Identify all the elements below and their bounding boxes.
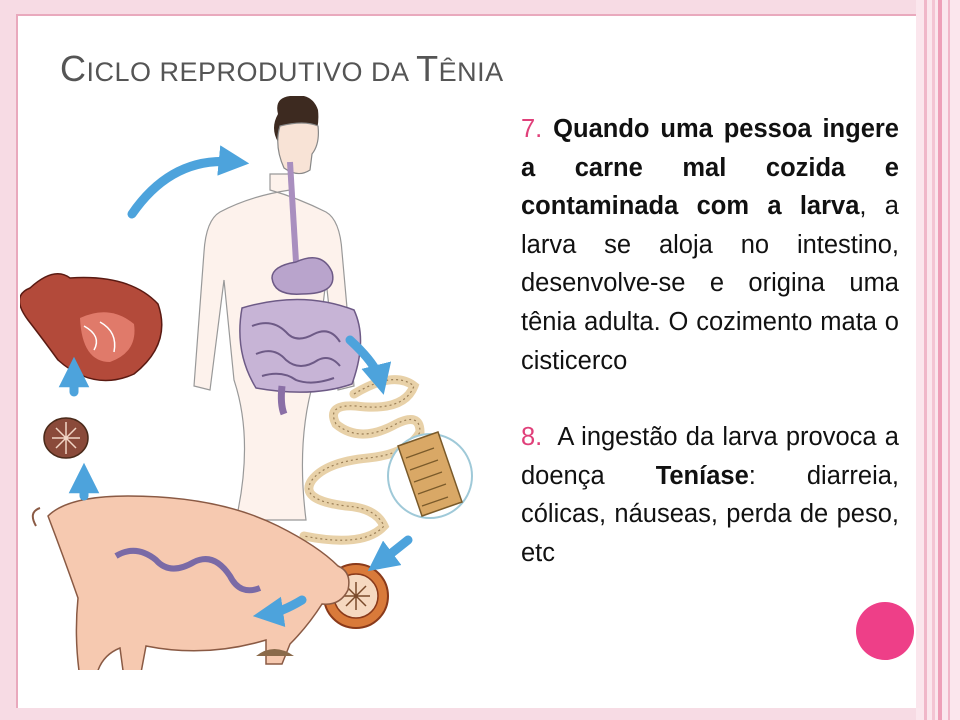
title-rest-1: ICLO REPRODUTIVO DA [86, 57, 417, 87]
pig-icon [33, 496, 349, 670]
proglottid-icon [388, 432, 472, 518]
title-initial-2: T [416, 48, 439, 89]
frame-top [0, 0, 932, 14]
frame-inner-left [16, 14, 18, 708]
frame-left [0, 0, 16, 720]
frame-bottom [0, 708, 932, 720]
step-8-paragraph [521, 418, 899, 572]
slide-title [60, 48, 504, 90]
title-initial-1: C [60, 48, 87, 89]
step-number: 7. [521, 115, 543, 143]
step-8-text-before: A ingestão da larva provoca a doença [521, 423, 899, 490]
meat-icon [20, 274, 162, 381]
step-8-emphasis: Teníase [655, 461, 749, 490]
frame-inner-top [16, 14, 932, 16]
slide-body [521, 110, 899, 573]
step-number: 8. [521, 423, 543, 452]
title-rest-2: ÊNIA [438, 57, 504, 87]
step-7-paragraph [521, 110, 899, 380]
right-stripes [916, 0, 960, 720]
decorative-pink-circle [856, 602, 914, 660]
step-8-text-after: : diarreia, cólicas, náuseas, perda de peso, etc [521, 461, 899, 567]
step-7-emphasis: Quando uma pessoa ingere a carne mal cozida e contaminada com a larva [521, 115, 899, 221]
step-7-text: , a larva se aloja no intestino, desenvolve-se e origina uma tênia adulta. O cozimento mata o cisticerco [521, 192, 899, 375]
tapeworm-lifecycle-diagram [20, 96, 488, 670]
